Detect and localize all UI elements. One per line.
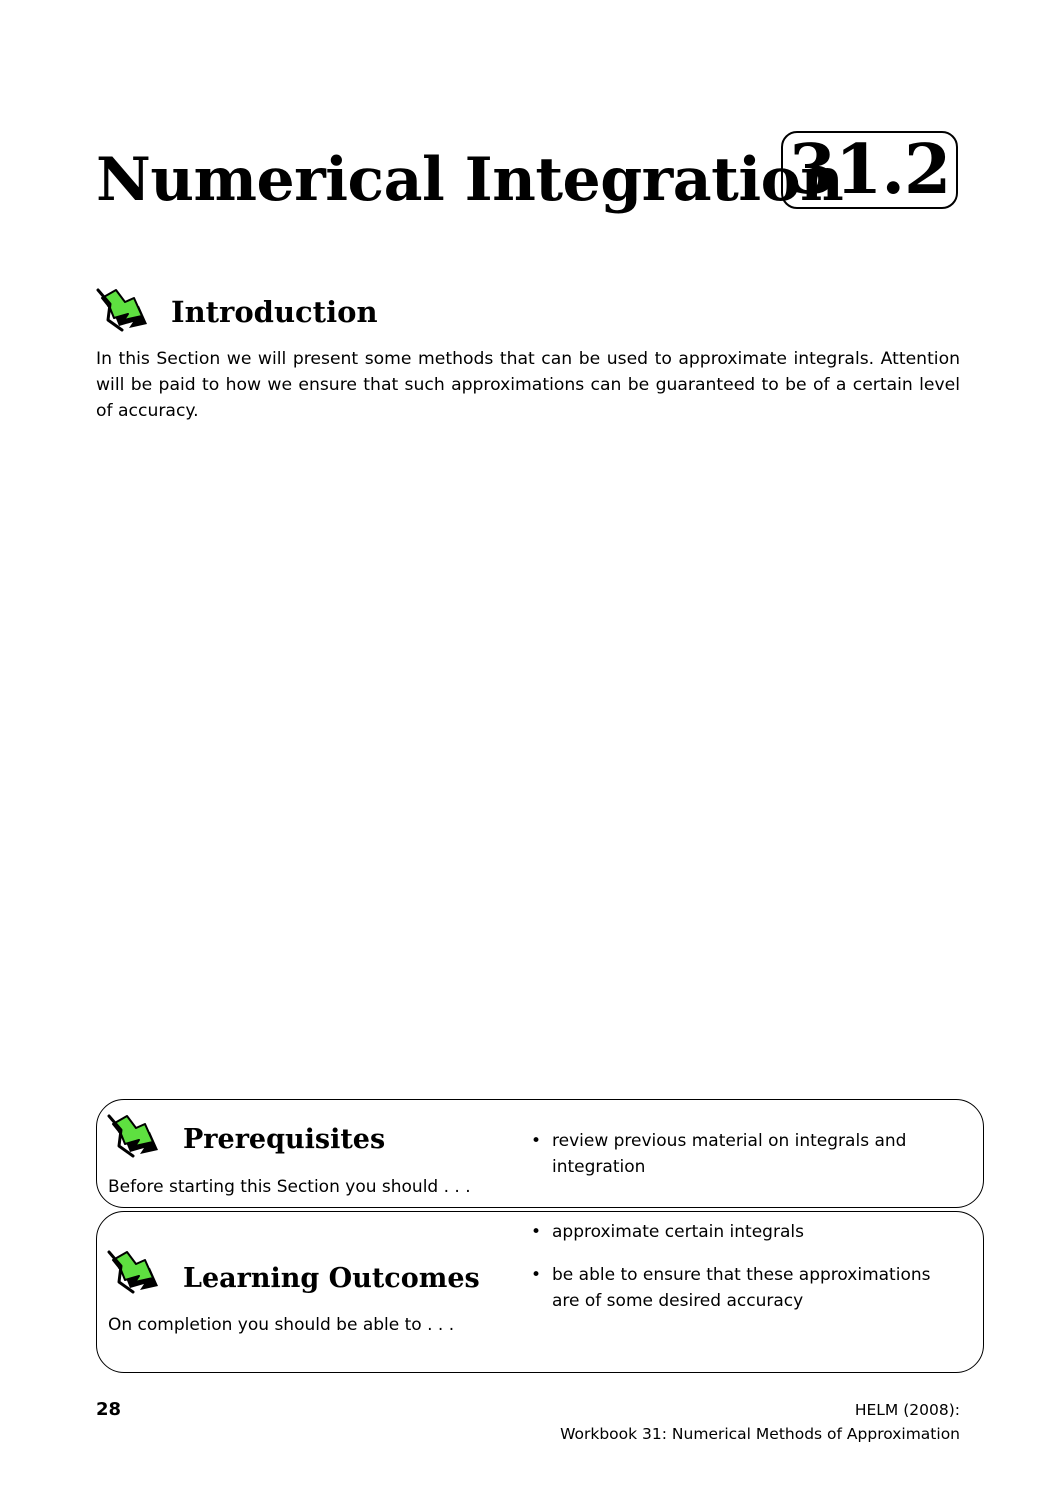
prerequisites-box <box>96 1099 984 1208</box>
footer-publication: HELM (2008): <box>854 1401 960 1419</box>
green-arrow-icon <box>96 286 152 342</box>
green-arrow-icon <box>107 1112 163 1168</box>
green-arrow-icon <box>107 1248 163 1304</box>
prerequisites-list <box>531 1128 951 1180</box>
page-title: Numerical Integration <box>96 145 844 215</box>
footer-workbook: Workbook 31: Numerical Methods of Approximation <box>560 1425 960 1443</box>
section-number-box <box>781 131 958 209</box>
prerequisites-subtext: Before starting this Section you should . . . <box>108 1177 471 1197</box>
learning-outcomes-subtext: On completion you should be able to . . . <box>108 1315 455 1335</box>
list-item: • approximate certain integrals <box>531 1219 951 1245</box>
prerequisites-heading: Prerequisites <box>183 1124 386 1155</box>
introduction-heading: Introduction <box>171 295 378 329</box>
page-number: 28 <box>96 1399 122 1420</box>
list-item: • review previous material on integrals and integration <box>531 1128 951 1180</box>
learning-outcomes-box <box>96 1211 984 1373</box>
section-number: 31.2 <box>788 130 951 210</box>
footer-source <box>560 1398 960 1446</box>
list-item: • be able to ensure that these approximations are of some desired accuracy <box>531 1262 951 1314</box>
learning-outcomes-list <box>531 1219 951 1314</box>
introduction-text: In this Section we will present some methods that can be used to approximate integrals. Attention will be paid to how we ensure that such approximations can be guaranteed to be of a certain level of accuracy. <box>96 349 960 421</box>
learning-outcomes-heading: Learning Outcomes <box>183 1263 480 1294</box>
